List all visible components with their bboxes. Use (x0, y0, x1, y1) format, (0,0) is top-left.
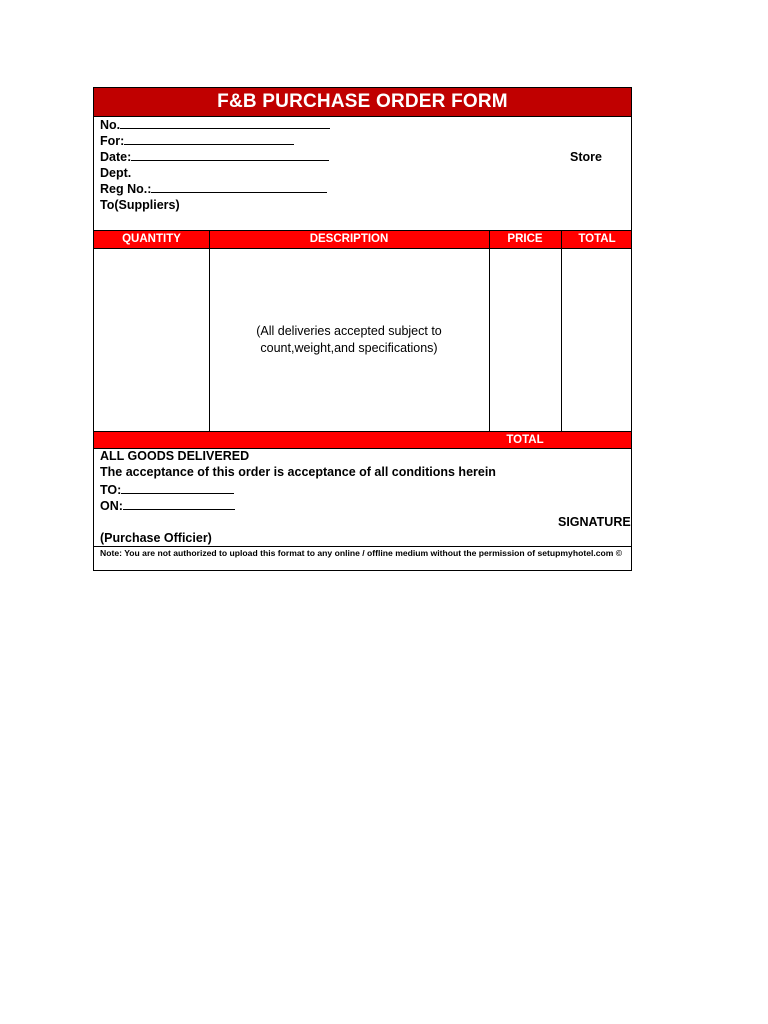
purchase-order-form (93, 87, 632, 571)
purchase-officer-label: (Purchase Officier) (100, 531, 212, 545)
on-line (123, 499, 235, 510)
total-footer-label: TOTAL (506, 434, 544, 446)
no-field (100, 118, 330, 132)
reg-no-line (151, 182, 327, 193)
for-line (124, 134, 294, 145)
price-header: PRICE (507, 233, 543, 245)
on-field (100, 499, 235, 513)
reg-no-field (100, 182, 327, 196)
to-label: TO: (100, 483, 122, 497)
copyright-note: Note: You are not authorized to upload this format to any online / offline medium without the permission of setupmyhotel.com © (100, 548, 623, 558)
for-label: For: (100, 134, 125, 148)
no-line (120, 118, 330, 129)
for-field (100, 134, 294, 148)
header-bottom-rule (94, 248, 631, 249)
deliveries-note: (All deliveries accepted subject to count,weight,and specifications) (256, 324, 442, 355)
all-goods-delivered: ALL GOODS DELIVERED (100, 449, 250, 463)
date-line (131, 150, 329, 161)
total-header: TOTAL (578, 233, 616, 245)
dept-label: Dept. (100, 166, 132, 180)
description-header: DESCRIPTION (309, 233, 389, 245)
divider-price (561, 230, 562, 432)
date-label: Date: (100, 150, 132, 164)
divider-description (489, 230, 490, 449)
reg-no-label: Reg No.: (100, 182, 152, 196)
title-band (94, 88, 631, 117)
acceptance-text: The acceptance of this order is acceptance of all conditions herein (100, 465, 496, 479)
no-label: No. (100, 118, 121, 132)
to-suppliers-label: To(Suppliers) (100, 198, 180, 212)
page-title: F&B PURCHASE ORDER FORM (217, 91, 508, 112)
on-label: ON: (100, 499, 123, 513)
store-label: Store (570, 150, 602, 164)
signature-label: SIGNATURE (558, 515, 631, 529)
quantity-header: QUANTITY (122, 233, 181, 245)
to-line (121, 483, 234, 494)
date-field (100, 150, 329, 164)
to-field (100, 483, 234, 497)
